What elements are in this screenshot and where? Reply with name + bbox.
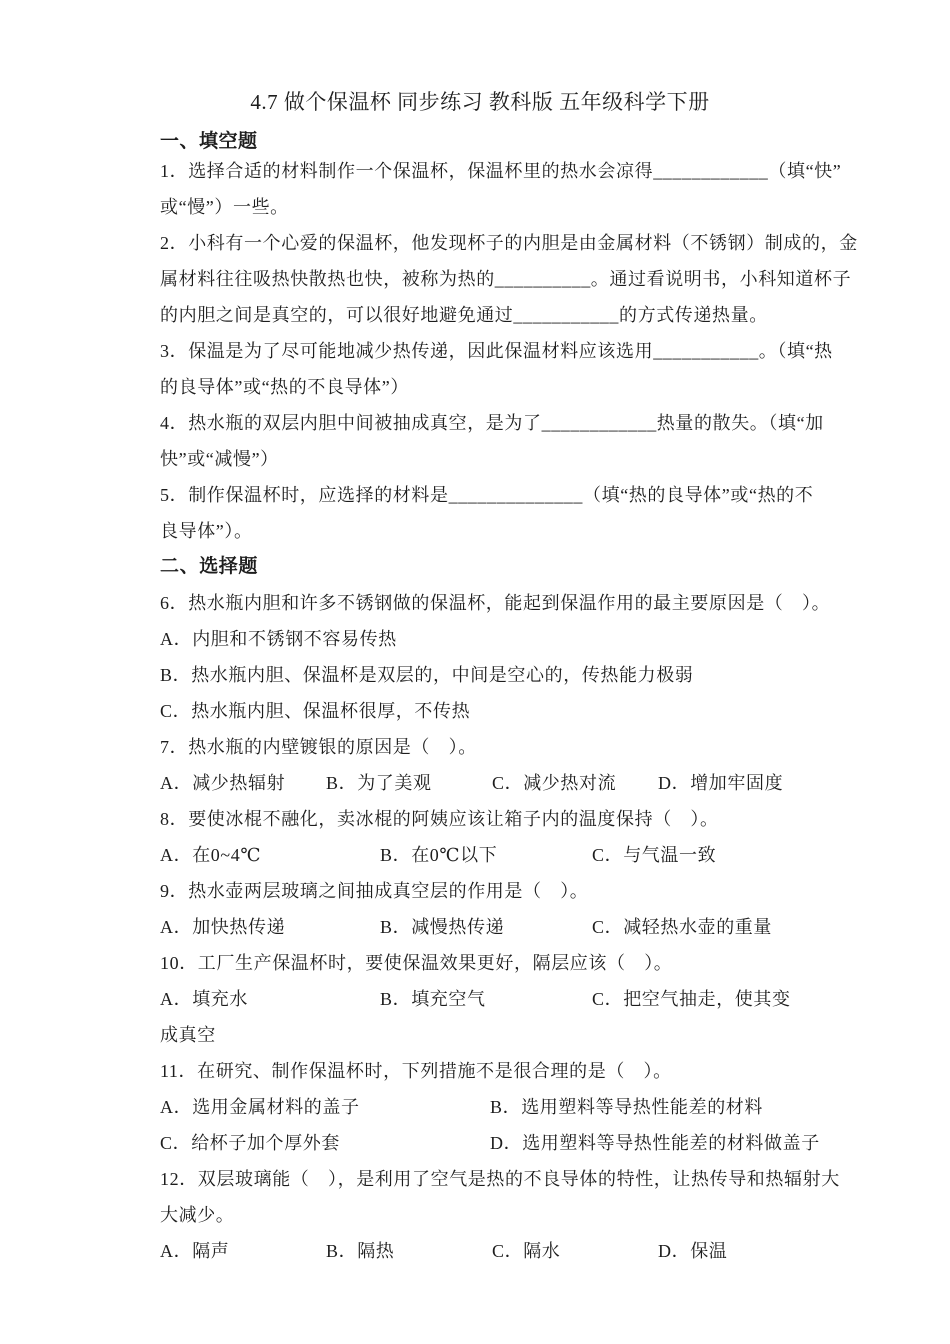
question-10-option-c: C．把空气抽走，使其变: [592, 989, 791, 1009]
section-heading-multiple-choice: 二、选择题: [160, 556, 259, 577]
section-heading-fill-blank: 一、填空题: [160, 131, 258, 152]
question-8-option-a: A．在0~4℃: [160, 845, 262, 865]
question-10-option-a: A．填充水: [160, 989, 248, 1009]
question-12-line-1: 12．双层玻璃能（ ），是利用了空气是热的不良导体的特性，让热传导和热辐射大: [160, 1169, 840, 1189]
question-4-line-2: 快”或“减慢”）: [160, 449, 279, 469]
question-7-option-d: D．增加牢固度: [658, 773, 784, 793]
question-5-line-2: 良导体”）。: [160, 521, 253, 541]
question-7-option-a: A．减少热辐射: [160, 773, 286, 793]
question-11-option-d: D．选用塑料等导热性能差的材料做盖子: [490, 1133, 820, 1153]
question-3-line-2: 的良导体”或“热的不良导体”）: [160, 377, 409, 397]
question-12-option-b: B．隔热: [326, 1241, 395, 1261]
question-9-option-a: A．加快热传递: [160, 917, 286, 937]
question-9-option-b: B．减慢热传递: [380, 917, 505, 937]
question-12-option-c: C．隔水: [492, 1241, 561, 1261]
question-10-option-c-continuation: 成真空: [160, 1025, 216, 1045]
question-2-line-1: 2．小科有一个心爱的保温杯，他发现杯子的内胆是由金属材料（不锈钢）制成的，金: [160, 233, 858, 253]
question-1-line-1: 1．选择合适的材料制作一个保温杯，保温杯里的热水会凉得____________（填“快”: [160, 161, 842, 181]
question-8-options: [160, 837, 800, 873]
question-2-line-3: 的内胆之间是真空的，可以很好地避免通过___________的方式传递热量。: [160, 305, 768, 325]
question-9-option-c: C．减轻热水壶的重量: [592, 917, 773, 937]
question-6-stem: 6．热水瓶内胆和许多不锈钢做的保温杯，能起到保温作用的最主要原因是（ ）。: [160, 593, 831, 613]
question-8-option-b: B．在0℃以下: [380, 845, 498, 865]
question-10-option-b: B．填充空气: [380, 989, 486, 1009]
question-9-stem: 9．热水壶两层玻璃之间抽成真空层的作用是（ ）。: [160, 881, 589, 901]
question-7-option-b: B．为了美观: [326, 773, 432, 793]
question-2-line-2: 属材料往往吸热快散热也快，被称为热的__________。通过看说明书，小科知道杯子: [160, 269, 852, 289]
question-6-option-b: B．热水瓶内胆、保温杯是双层的，中间是空心的，传热能力极弱: [160, 665, 694, 685]
question-11-option-a: A．选用金属材料的盖子: [160, 1097, 360, 1117]
question-1-line-2: 或“慢”）一些。: [160, 197, 289, 217]
question-11-option-c: C．给杯子加个厚外套: [160, 1133, 341, 1153]
question-10-stem: 10．工厂生产保温杯时，要使保温效果更好，隔层应该（ ）。: [160, 953, 673, 973]
question-9-options: [160, 909, 800, 945]
question-7-options: [160, 765, 800, 801]
question-12-option-a: A．隔声: [160, 1241, 230, 1261]
question-6-option-c: C．热水瓶内胆、保温杯很厚，不传热: [160, 701, 471, 721]
question-12-option-d: D．保温: [658, 1241, 728, 1261]
question-7-stem: 7．热水瓶的内壁镀银的原因是（ ）。: [160, 737, 477, 757]
question-8-stem: 8．要使冰棍不融化，卖冰棍的阿姨应该让箱子内的温度保持（ ）。: [160, 809, 719, 829]
question-5-line-1: 5．制作保温杯时，应选择的材料是______________（填“热的良导体”或“热的不: [160, 485, 814, 505]
page-title: 4.7 做个保温杯 同步练习 教科版 五年级科学下册: [250, 90, 710, 114]
question-7-option-c: C．减少热对流: [492, 773, 617, 793]
question-12-line-2: 大减少。: [160, 1205, 235, 1225]
question-12-options: [160, 1233, 800, 1269]
question-8-option-c: C．与气温一致: [592, 845, 717, 865]
question-11-option-b: B．选用塑料等导热性能差的材料: [490, 1097, 764, 1117]
question-11-options-row-2: [160, 1125, 820, 1161]
question-4-line-1: 4．热水瓶的双层内胆中间被抽成真空，是为了____________热量的散失。（填“加: [160, 413, 824, 433]
question-6-option-a: A．内胆和不锈钢不容易传热: [160, 629, 397, 649]
question-11-stem: 11．在研究、制作保温杯时，下列措施不是很合理的是（ ）。: [160, 1061, 672, 1081]
question-3-line-1: 3．保温是为了尽可能地减少热传递，因此保温材料应该选用___________。（填“热: [160, 341, 833, 361]
question-10-options: [160, 981, 800, 1017]
question-11-options-row-1: [160, 1089, 800, 1125]
